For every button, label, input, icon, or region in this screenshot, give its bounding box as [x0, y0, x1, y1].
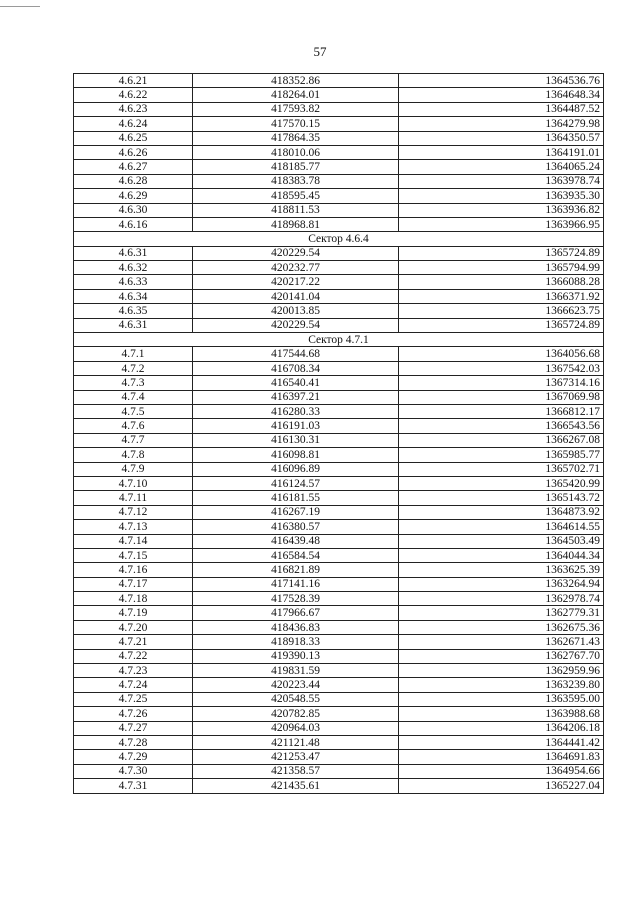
x-coordinate-cell: 418010.06 — [193, 145, 399, 159]
point-number-cell: 4.6.30 — [74, 203, 193, 217]
y-coordinate-cell: 1363625.39 — [399, 563, 604, 577]
x-coordinate-cell: 416280.33 — [193, 404, 399, 418]
x-coordinate-cell: 419831.59 — [193, 664, 399, 678]
table-row — [74, 361, 604, 375]
point-number-cell: 4.7.25 — [74, 692, 193, 706]
point-number-cell: 4.6.31 — [74, 318, 193, 332]
y-coordinate-cell: 1366543.56 — [399, 419, 604, 433]
table-row — [74, 779, 604, 793]
point-number-cell: 4.7.6 — [74, 419, 193, 433]
table-row — [74, 131, 604, 145]
x-coordinate-cell: 420232.77 — [193, 261, 399, 275]
y-coordinate-cell: 1364536.76 — [399, 74, 604, 88]
table-row — [74, 735, 604, 749]
scan-edge-line — [0, 6, 40, 7]
table-row — [74, 505, 604, 519]
x-coordinate-cell: 417544.68 — [193, 347, 399, 361]
y-coordinate-cell: 1366267.08 — [399, 433, 604, 447]
table-row — [74, 534, 604, 548]
table-row — [74, 721, 604, 735]
point-number-cell: 4.6.35 — [74, 304, 193, 318]
point-number-cell: 4.7.14 — [74, 534, 193, 548]
x-coordinate-cell: 420229.54 — [193, 318, 399, 332]
y-coordinate-cell: 1365985.77 — [399, 448, 604, 462]
x-coordinate-cell: 420782.85 — [193, 707, 399, 721]
x-coordinate-cell: 421435.61 — [193, 779, 399, 793]
point-number-cell: 4.7.20 — [74, 620, 193, 634]
x-coordinate-cell: 421253.47 — [193, 750, 399, 764]
table-row — [74, 592, 604, 606]
y-coordinate-cell: 1365420.99 — [399, 476, 604, 490]
y-coordinate-cell: 1364191.01 — [399, 145, 604, 159]
table-row — [74, 261, 604, 275]
x-coordinate-cell: 417141.16 — [193, 577, 399, 591]
point-number-cell: 4.6.33 — [74, 275, 193, 289]
table-row — [74, 750, 604, 764]
table-row — [74, 635, 604, 649]
table-row — [74, 448, 604, 462]
x-coordinate-cell: 416540.41 — [193, 376, 399, 390]
y-coordinate-cell: 1363239.80 — [399, 678, 604, 692]
point-number-cell: 4.7.17 — [74, 577, 193, 591]
point-number-cell: 4.7.26 — [74, 707, 193, 721]
sector-title: Сектор 4.6.4 — [74, 232, 604, 246]
y-coordinate-cell: 1364648.34 — [399, 88, 604, 102]
table-row — [74, 74, 604, 88]
x-coordinate-cell: 420013.85 — [193, 304, 399, 318]
x-coordinate-cell: 418595.45 — [193, 189, 399, 203]
table-row — [74, 577, 604, 591]
x-coordinate-cell: 416181.55 — [193, 491, 399, 505]
y-coordinate-cell: 1364056.68 — [399, 347, 604, 361]
table-row — [74, 174, 604, 188]
x-coordinate-cell: 420548.55 — [193, 692, 399, 706]
table-row — [74, 318, 604, 332]
table-row — [74, 707, 604, 721]
x-coordinate-cell: 420141.04 — [193, 289, 399, 303]
point-number-cell: 4.7.11 — [74, 491, 193, 505]
point-number-cell: 4.7.10 — [74, 476, 193, 490]
y-coordinate-cell: 1366812.17 — [399, 404, 604, 418]
table-row — [74, 404, 604, 418]
x-coordinate-cell: 416267.19 — [193, 505, 399, 519]
table-row — [74, 304, 604, 318]
table-row — [74, 289, 604, 303]
x-coordinate-cell: 416130.31 — [193, 433, 399, 447]
y-coordinate-cell: 1363988.68 — [399, 707, 604, 721]
table-row — [74, 145, 604, 159]
point-number-cell: 4.7.1 — [74, 347, 193, 361]
point-number-cell: 4.7.22 — [74, 649, 193, 663]
point-number-cell: 4.6.29 — [74, 189, 193, 203]
table-row — [74, 563, 604, 577]
x-coordinate-cell: 416397.21 — [193, 390, 399, 404]
y-coordinate-cell: 1362767.70 — [399, 649, 604, 663]
x-coordinate-cell: 418918.33 — [193, 635, 399, 649]
point-number-cell: 4.7.12 — [74, 505, 193, 519]
y-coordinate-cell: 1364954.66 — [399, 764, 604, 778]
table-row — [74, 203, 604, 217]
x-coordinate-cell: 416708.34 — [193, 361, 399, 375]
y-coordinate-cell: 1364691.83 — [399, 750, 604, 764]
point-number-cell: 4.7.31 — [74, 779, 193, 793]
coordinates-table — [73, 73, 604, 794]
x-coordinate-cell: 420217.22 — [193, 275, 399, 289]
table-row — [74, 160, 604, 174]
point-number-cell: 4.7.13 — [74, 520, 193, 534]
y-coordinate-cell: 1366088.28 — [399, 275, 604, 289]
y-coordinate-cell: 1364487.52 — [399, 102, 604, 116]
table-row — [74, 606, 604, 620]
x-coordinate-cell: 416098.81 — [193, 448, 399, 462]
y-coordinate-cell: 1366371.92 — [399, 289, 604, 303]
y-coordinate-cell: 1367069.98 — [399, 390, 604, 404]
y-coordinate-cell: 1364065.24 — [399, 160, 604, 174]
y-coordinate-cell: 1363936.82 — [399, 203, 604, 217]
x-coordinate-cell: 418811.53 — [193, 203, 399, 217]
x-coordinate-cell: 420223.44 — [193, 678, 399, 692]
sector-header-row — [74, 232, 604, 246]
y-coordinate-cell: 1367314.16 — [399, 376, 604, 390]
x-coordinate-cell: 418436.83 — [193, 620, 399, 634]
point-number-cell: 4.7.4 — [74, 390, 193, 404]
table-row — [74, 764, 604, 778]
x-coordinate-cell: 416439.48 — [193, 534, 399, 548]
point-number-cell: 4.6.16 — [74, 217, 193, 231]
point-number-cell: 4.7.21 — [74, 635, 193, 649]
y-coordinate-cell: 1363966.95 — [399, 217, 604, 231]
y-coordinate-cell: 1362675.36 — [399, 620, 604, 634]
x-coordinate-cell: 417528.39 — [193, 592, 399, 606]
table-row — [74, 117, 604, 131]
y-coordinate-cell: 1362978.74 — [399, 592, 604, 606]
table-row — [74, 548, 604, 562]
x-coordinate-cell: 417593.82 — [193, 102, 399, 116]
table-row — [74, 664, 604, 678]
x-coordinate-cell: 416584.54 — [193, 548, 399, 562]
coordinates-table-body — [74, 74, 604, 794]
x-coordinate-cell: 418968.81 — [193, 217, 399, 231]
table-row — [74, 217, 604, 231]
point-number-cell: 4.6.23 — [74, 102, 193, 116]
y-coordinate-cell: 1365143.72 — [399, 491, 604, 505]
point-number-cell: 4.7.23 — [74, 664, 193, 678]
table-row — [74, 433, 604, 447]
point-number-cell: 4.7.15 — [74, 548, 193, 562]
table-row — [74, 692, 604, 706]
x-coordinate-cell: 420229.54 — [193, 246, 399, 260]
point-number-cell: 4.6.28 — [74, 174, 193, 188]
y-coordinate-cell: 1365794.99 — [399, 261, 604, 275]
point-number-cell: 4.6.34 — [74, 289, 193, 303]
x-coordinate-cell: 416096.89 — [193, 462, 399, 476]
x-coordinate-cell: 418352.86 — [193, 74, 399, 88]
x-coordinate-cell: 418383.78 — [193, 174, 399, 188]
y-coordinate-cell: 1364873.92 — [399, 505, 604, 519]
x-coordinate-cell: 416380.57 — [193, 520, 399, 534]
x-coordinate-cell: 416191.03 — [193, 419, 399, 433]
table-row — [74, 275, 604, 289]
y-coordinate-cell: 1363935.30 — [399, 189, 604, 203]
point-number-cell: 4.7.29 — [74, 750, 193, 764]
y-coordinate-cell: 1364350.57 — [399, 131, 604, 145]
x-coordinate-cell: 418185.77 — [193, 160, 399, 174]
y-coordinate-cell: 1363264.94 — [399, 577, 604, 591]
point-number-cell: 4.6.27 — [74, 160, 193, 174]
y-coordinate-cell: 1364044.34 — [399, 548, 604, 562]
y-coordinate-cell: 1364614.55 — [399, 520, 604, 534]
point-number-cell: 4.6.22 — [74, 88, 193, 102]
table-row — [74, 376, 604, 390]
table-row — [74, 476, 604, 490]
x-coordinate-cell: 417864.35 — [193, 131, 399, 145]
point-number-cell: 4.6.21 — [74, 74, 193, 88]
x-coordinate-cell: 416124.57 — [193, 476, 399, 490]
point-number-cell: 4.7.8 — [74, 448, 193, 462]
point-number-cell: 4.7.16 — [74, 563, 193, 577]
point-number-cell: 4.7.19 — [74, 606, 193, 620]
point-number-cell: 4.7.30 — [74, 764, 193, 778]
table-row — [74, 390, 604, 404]
point-number-cell: 4.7.28 — [74, 735, 193, 749]
point-number-cell: 4.6.24 — [74, 117, 193, 131]
table-row — [74, 520, 604, 534]
point-number-cell: 4.7.24 — [74, 678, 193, 692]
y-coordinate-cell: 1364206.18 — [399, 721, 604, 735]
y-coordinate-cell: 1364503.49 — [399, 534, 604, 548]
table-row — [74, 678, 604, 692]
x-coordinate-cell: 421121.48 — [193, 735, 399, 749]
y-coordinate-cell: 1362959.96 — [399, 664, 604, 678]
table-row — [74, 102, 604, 116]
y-coordinate-cell: 1362671.43 — [399, 635, 604, 649]
y-coordinate-cell: 1366623.75 — [399, 304, 604, 318]
y-coordinate-cell: 1367542.03 — [399, 361, 604, 375]
table-row — [74, 246, 604, 260]
table-row — [74, 88, 604, 102]
point-number-cell: 4.7.9 — [74, 462, 193, 476]
y-coordinate-cell: 1365227.04 — [399, 779, 604, 793]
point-number-cell: 4.7.3 — [74, 376, 193, 390]
point-number-cell: 4.7.18 — [74, 592, 193, 606]
x-coordinate-cell: 420964.03 — [193, 721, 399, 735]
table-row — [74, 419, 604, 433]
y-coordinate-cell: 1363595.00 — [399, 692, 604, 706]
x-coordinate-cell: 417570.15 — [193, 117, 399, 131]
point-number-cell: 4.6.25 — [74, 131, 193, 145]
y-coordinate-cell: 1365702.71 — [399, 462, 604, 476]
y-coordinate-cell: 1364279.98 — [399, 117, 604, 131]
point-number-cell: 4.7.7 — [74, 433, 193, 447]
y-coordinate-cell: 1363978.74 — [399, 174, 604, 188]
point-number-cell: 4.6.31 — [74, 246, 193, 260]
point-number-cell: 4.6.32 — [74, 261, 193, 275]
y-coordinate-cell: 1365724.89 — [399, 318, 604, 332]
x-coordinate-cell: 417966.67 — [193, 606, 399, 620]
y-coordinate-cell: 1362779.31 — [399, 606, 604, 620]
point-number-cell: 4.7.2 — [74, 361, 193, 375]
point-number-cell: 4.7.27 — [74, 721, 193, 735]
sector-title: Сектор 4.7.1 — [74, 333, 604, 347]
y-coordinate-cell: 1365724.89 — [399, 246, 604, 260]
page-number: 57 — [313, 44, 327, 59]
table-row — [74, 620, 604, 634]
x-coordinate-cell: 419390.13 — [193, 649, 399, 663]
x-coordinate-cell: 421358.57 — [193, 764, 399, 778]
table-row — [74, 491, 604, 505]
table-row — [74, 347, 604, 361]
table-row — [74, 649, 604, 663]
point-number-cell: 4.7.5 — [74, 404, 193, 418]
x-coordinate-cell: 416821.89 — [193, 563, 399, 577]
point-number-cell: 4.6.26 — [74, 145, 193, 159]
sector-header-row — [74, 333, 604, 347]
y-coordinate-cell: 1364441.42 — [399, 735, 604, 749]
table-row — [74, 189, 604, 203]
table-row — [74, 462, 604, 476]
x-coordinate-cell: 418264.01 — [193, 88, 399, 102]
